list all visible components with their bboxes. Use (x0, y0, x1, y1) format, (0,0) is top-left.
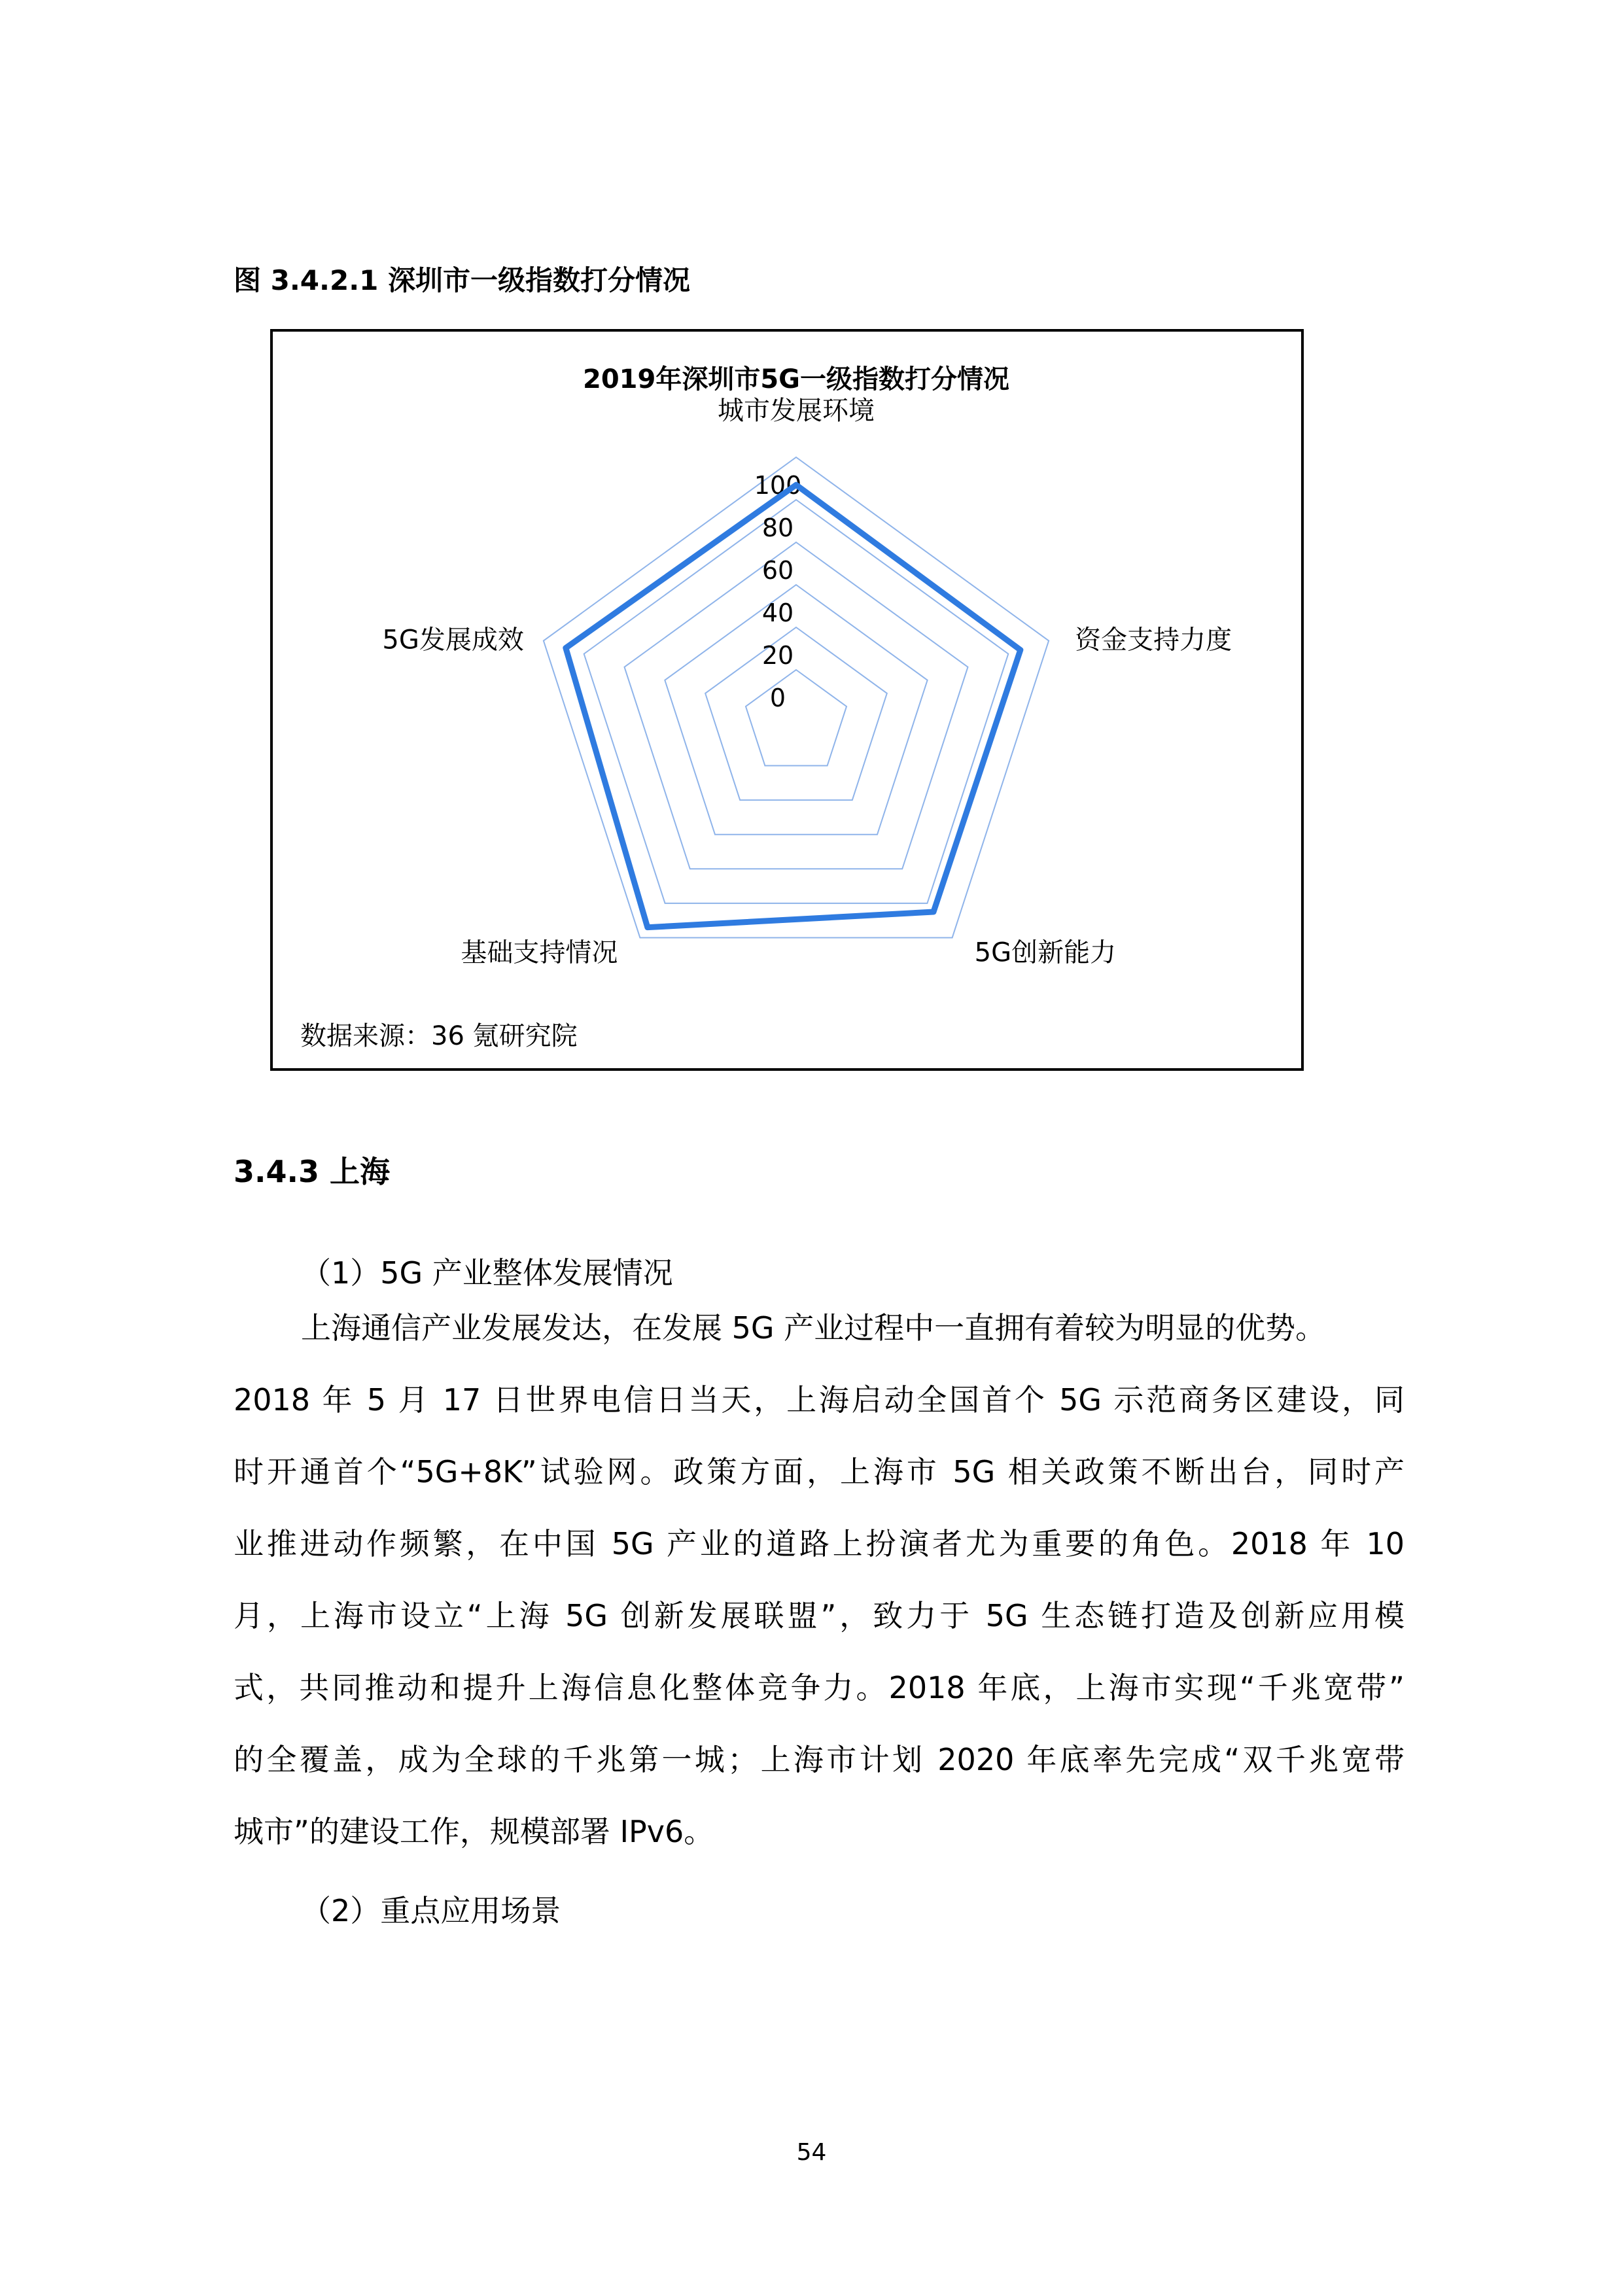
radar-chart (273, 332, 1301, 1068)
radial-tick-label: 20 (761, 641, 794, 670)
axis-label: 5G创新能力 (974, 937, 1117, 968)
axis-labels (382, 396, 1232, 967)
radial-tick-label: 40 (761, 599, 794, 627)
axis-label: 基础支持情况 (461, 937, 618, 968)
paragraph-line: 业推进动作频繁，在中国 5G 产业的道路上扮演者尤为重要的角色。2018 年 10 (234, 1526, 1405, 1561)
radial-tick-label: 60 (761, 556, 794, 585)
series-line (566, 485, 1021, 927)
subheading-1: （1）5G 产业整体发展情况 (301, 1255, 673, 1291)
radar-series (566, 485, 1021, 927)
radar-grid (544, 457, 1049, 937)
paragraph-line: 月，上海市设立“上海 5G 创新发展联盟”，致力于 5G 生态链打造及创新应用模 (234, 1598, 1405, 1633)
grid-ring-0 (746, 670, 846, 766)
grid-ring-20 (705, 627, 887, 800)
paragraph-line: 式，共同推动和提升上海信息化整体竞争力。2018 年底，上海市实现“千兆宽带” (234, 1670, 1405, 1705)
figure-caption: 图 3.4.2.1 深圳市一级指数打分情况 (234, 264, 691, 296)
subheading-2: （2）重点应用场景 (301, 1893, 561, 1928)
axis-label: 资金支持力度 (1075, 625, 1232, 655)
radial-tick-label: 100 (754, 471, 802, 500)
axis-label: 城市发展环境 (718, 396, 875, 426)
chart-title: 2019年深圳市5G一级指数打分情况 (583, 364, 1009, 394)
grid-ring-60 (625, 542, 968, 869)
data-source: 数据来源：36 氪研究院 (300, 1021, 578, 1051)
paragraph-line: 时开通首个“5G+8K”试验网。政策方面，上海市 5G 相关政策不断出台，同时产 (234, 1454, 1405, 1489)
grid-ring-100 (544, 457, 1049, 937)
radial-tick-label: 80 (761, 513, 794, 542)
radar-chart-frame (270, 329, 1304, 1071)
page-number: 54 (796, 2139, 827, 2166)
section-heading: 3.4.3 上海 (234, 1154, 390, 1189)
radial-tick-label: 0 (769, 684, 786, 712)
paragraph-line: 2018 年 5 月 17 日世界电信日当天，上海启动全国首个 5G 示范商务区建设，同 (234, 1382, 1405, 1418)
axis-label: 5G发展成效 (382, 625, 524, 655)
paragraph-line: 城市”的建设工作，规模部署 IPv6。 (234, 1814, 714, 1849)
paragraph-line: 的全覆盖，成为全球的千兆第一城；上海市计划 2020 年底率先完成“双千兆宽带 (234, 1742, 1405, 1777)
grid-ring-40 (665, 585, 927, 835)
paragraph-line: 上海通信产业发展发达，在发展 5G 产业过程中一直拥有着较为明显的优势。 (301, 1310, 1326, 1346)
grid-ring-80 (584, 500, 1009, 903)
